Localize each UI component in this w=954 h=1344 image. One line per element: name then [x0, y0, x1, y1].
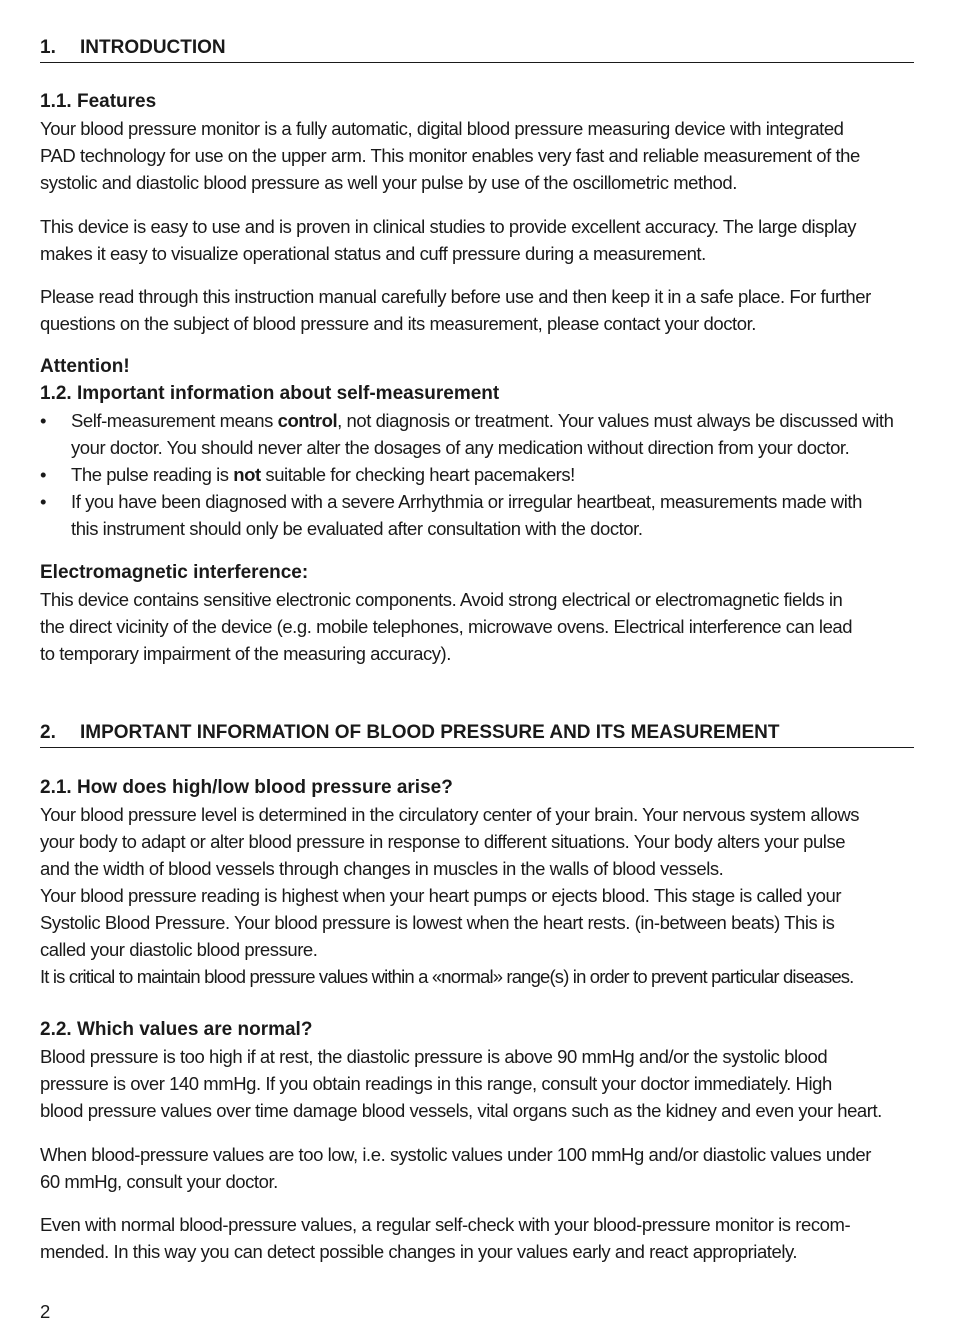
text-line: blood pressure values over time damage blood vessels, vital organs such as the kidney and even your heart.: [40, 1100, 882, 1121]
section-1-number: 1.: [40, 37, 56, 58]
text-line: questions on the subject of blood pressure and its measurement, please contact your doctor.: [40, 313, 756, 334]
emphasis-not: not: [233, 464, 261, 485]
normal-values-paragraph-3: [40, 1211, 914, 1265]
text-line: systolic and diastolic blood pressure as well your pulse by use of the oscillometric method.: [40, 172, 737, 193]
normal-values-paragraph-2: [40, 1141, 914, 1195]
text-line: Blood pressure is too high if at rest, the diastolic pressure is above 90 mmHg and/or the systolic blood: [40, 1046, 828, 1067]
list-item: [40, 461, 914, 488]
list-item: [40, 407, 914, 461]
text-line: your body to adapt or alter blood pressure in response to different situations. Your body alters your pulse: [40, 831, 846, 852]
text-line: to temporary impairment of the measuring accuracy).: [40, 643, 451, 664]
bullet-icon: •: [40, 491, 47, 512]
important-info-list: [40, 407, 914, 542]
text-line: Systolic Blood Pressure. Your blood pressure is lowest when the heart rests. (in-between beats) This is: [40, 912, 835, 933]
text-line: and the width of blood vessels through changes in muscles in the walls of blood vessels.: [40, 858, 724, 879]
important-info-heading: 1.2. Important information about self-measurement: [40, 383, 500, 404]
text-line: It is critical to maintain blood pressure values within a «normal» range(s) in order to prevent particular diseases.: [40, 966, 854, 987]
section-2-heading: [40, 721, 914, 748]
text-line: When blood-pressure values are too low, i.e. systolic values under 100 mmHg and/or diastolic values under: [40, 1144, 871, 1165]
normal-values-heading: 2.2. Which values are normal?: [40, 1019, 313, 1040]
text-line: 60 mmHg, consult your doctor.: [40, 1171, 278, 1192]
text-line: pressure is over 140 mmHg. If you obtain readings in this range, consult your doctor immediately. High: [40, 1073, 832, 1094]
section-1-heading: [40, 36, 914, 63]
list-item: [40, 488, 914, 542]
text-line: This device is easy to use and is proven in clinical studies to provide excellent accuracy. The large display: [40, 216, 857, 237]
normal-values-paragraph-1: [40, 1043, 914, 1124]
text-line: Your blood pressure reading is highest when your heart pumps or ejects blood. This stage is called your: [40, 885, 842, 906]
arise-heading: 2.1. How does high/low blood pressure arise?: [40, 777, 453, 798]
text-line: this instrument should only be evaluated after consultation with the doctor.: [71, 518, 643, 539]
text-line: Even with normal blood-pressure values, a regular self-check with your blood-pressure monitor is recom-: [40, 1214, 851, 1235]
section-2-title: IMPORTANT INFORMATION OF BLOOD PRESSURE AND ITS MEASUREMENT: [80, 722, 780, 743]
text-line: Your blood pressure monitor is a fully automatic, digital blood pressure measuring device with integrated: [40, 118, 844, 139]
text-line: Your blood pressure level is determined in the circulatory center of your brain. Your nervous system allows: [40, 804, 860, 825]
section-1-title: INTRODUCTION: [80, 37, 226, 58]
arise-paragraph: [40, 801, 914, 990]
text-line: If you have been diagnosed with a severe Arrhythmia or irregular heartbeat, measurements made with: [71, 491, 862, 512]
section-2-number: 2.: [40, 722, 56, 743]
features-paragraph-2: [40, 213, 914, 267]
emi-heading: Electromagnetic interference:: [40, 562, 309, 583]
text-run: Self-measurement means: [71, 410, 278, 431]
text-line: This device contains sensitive electronic components. Avoid strong electrical or electromagnetic fields in: [40, 589, 843, 610]
text-line: the direct vicinity of the device (e.g. mobile telephones, microwave ovens. Electrical interference can lead: [40, 616, 853, 637]
bullet-icon: •: [40, 464, 47, 485]
text-line: your doctor. You should never alter the dosages of any medication without direction from your doctor.: [71, 437, 850, 458]
text-line: makes it easy to visualize operational status and cuff pressure during a measurement.: [40, 243, 706, 264]
text-line: PAD technology for use on the upper arm. This monitor enables very fast and reliable measurement of the: [40, 145, 860, 166]
text-run: , not diagnosis or treatment. Your values must always be discussed with: [337, 410, 894, 431]
features-heading: 1.1. Features: [40, 91, 157, 112]
text-run: suitable for checking heart pacemakers!: [260, 464, 575, 485]
text-run: The pulse reading is: [71, 464, 234, 485]
features-paragraph-3: [40, 283, 914, 337]
emphasis-control: control: [277, 410, 338, 431]
features-paragraph-1: [40, 115, 914, 196]
text-line: called your diastolic blood pressure.: [40, 939, 318, 960]
text-line: mended. In this way you can detect possible changes in your values early and react appropriately.: [40, 1241, 798, 1262]
attention-heading: Attention!: [40, 356, 130, 377]
emi-paragraph: [40, 586, 914, 667]
bullet-icon: •: [40, 410, 47, 431]
text-line: Please read through this instruction manual carefully before use and then keep it in a safe place. For further: [40, 286, 871, 307]
page-number: 2: [40, 1301, 51, 1322]
